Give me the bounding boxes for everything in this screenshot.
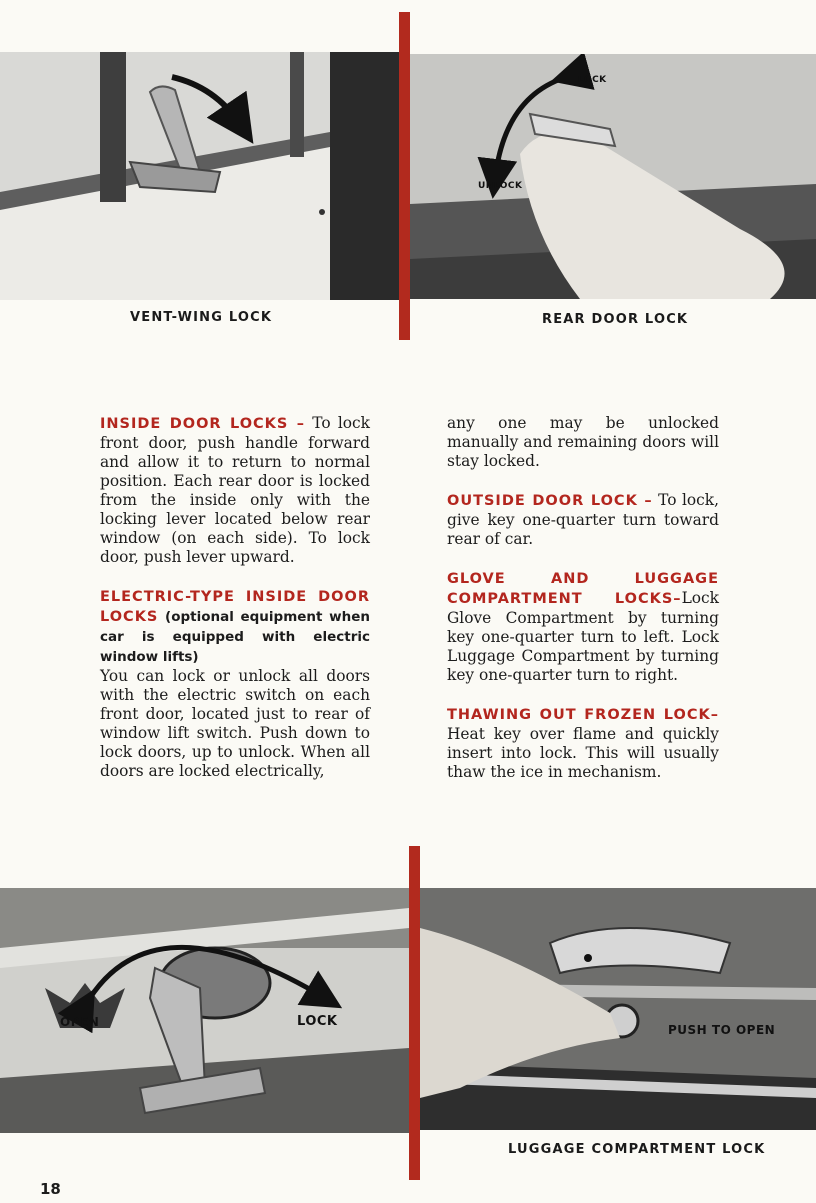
outside-door-lock-paragraph	[447, 491, 719, 549]
handle-lock-label: LOCK	[297, 1014, 338, 1029]
electric-locks-note: (optional equipment when car is equipped with electric window lifts)	[100, 609, 370, 665]
rear-door-unlock-label: UNLOCK	[478, 181, 523, 191]
page-number: 18	[40, 1180, 61, 1198]
glove-luggage-heading: GLOVE AND LUGGAGE COMPARTMENT LOCKS–	[447, 571, 719, 607]
handle-open-label: OPEN	[60, 1015, 100, 1029]
electric-locks-heading: ELECTRIC-TYPE INSIDE DOOR LOCKS	[100, 589, 370, 625]
red-divider-bottom	[409, 846, 420, 1180]
luggage-compartment-lock-caption: LUGGAGE COMPARTMENT LOCK	[508, 1142, 766, 1157]
glove-luggage-paragraph	[447, 569, 719, 685]
inside-door-locks-body: To lock front door, push handle forward and allow it to return to normal position. Each rear door is locked from the inside only with the locking lever located below rear window (on each side). To lock door, push lever upward.	[100, 414, 370, 566]
inside-door-locks-heading: INSIDE DOOR LOCKS –	[100, 416, 306, 432]
glove-luggage-body: Lock Glove Compartment by turning key one-quarter turn to left. Lock Luggage Compartment by turning key one-quarter turn to right.	[447, 589, 719, 684]
outside-door-lock-heading: OUTSIDE DOOR LOCK –	[447, 493, 653, 509]
push-to-open-label: PUSH TO OPEN	[668, 1023, 776, 1037]
inside-door-locks-paragraph	[100, 414, 370, 567]
luggage-compartment-lock-photo	[420, 888, 816, 1130]
text-column-left	[100, 414, 370, 781]
vent-wing-lock-caption: VENT-WING LOCK	[130, 310, 273, 325]
outside-door-lock-body: To lock, give key one-quarter turn toward rear of car.	[447, 491, 719, 548]
rear-door-lock-caption: REAR DOOR LOCK	[542, 312, 689, 327]
rear-door-lock-label: LOCK	[578, 75, 607, 85]
thawing-heading: THAWING OUT FROZEN LOCK–	[447, 707, 719, 723]
electric-locks-paragraph	[100, 587, 370, 667]
rear-door-lock-photo	[410, 54, 816, 299]
inside-door-handle-photo	[0, 888, 409, 1133]
red-divider-top	[399, 12, 410, 340]
text-column-right	[447, 414, 719, 782]
electric-locks-body-continued: any one may be unlocked manually and remaining doors will stay locked.	[447, 414, 719, 470]
vent-wing-lock-photo	[0, 52, 399, 300]
thawing-body: Heat key over flame and quickly insert into lock. This will usually thaw the ice in mechanism.	[447, 725, 719, 781]
thawing-paragraph	[447, 705, 719, 782]
electric-locks-body-left: You can lock or unlock all doors with the electric switch on each front door, located just to rear of window lift switch. Push down to lock doors, up to unlock. When all doors are locked electrically,	[100, 667, 370, 780]
